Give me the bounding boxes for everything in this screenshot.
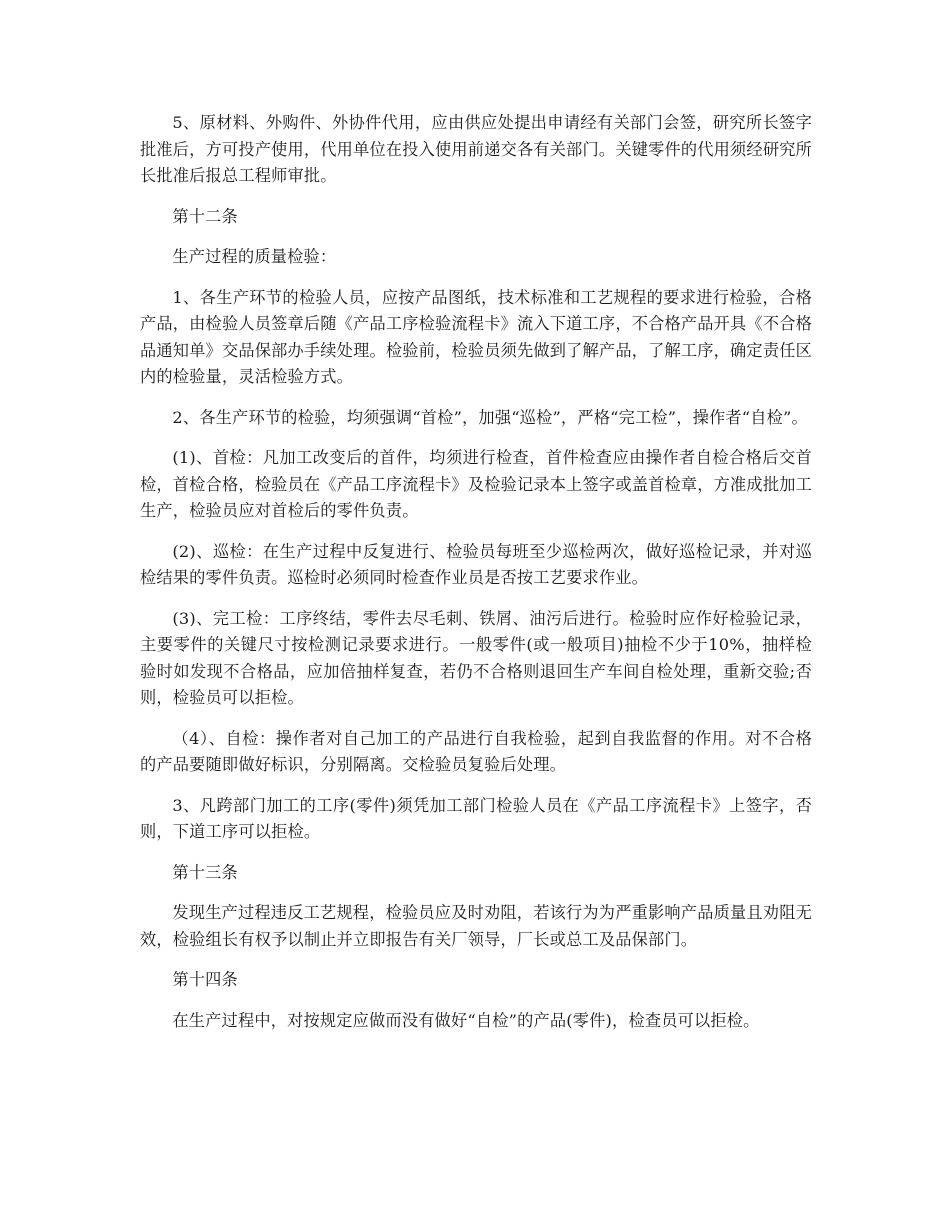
paragraph-inspection-personnel: 1、各生产环节的检验人员，应按产品图纸，技术标准和工艺规程的要求进行检验，合格产品，由检验人员签章后随《产品工序检验流程卡》流入下道工序，不合格产品开具《不合格品通知单》交品保部办手续处理。检验前，检验员须先做到了解产品，了解工序，确定责任区内的检验量，灵活检验方式。 <box>140 287 812 386</box>
document-body <box>140 110 812 1048</box>
article-heading-13: 第十三条 <box>172 862 238 882</box>
paragraph-inspection-types: 2、各生产环节的检验，均须强调“首检”，加强“巡检”，严格“完工检”，操作者“自检”。 <box>172 407 808 427</box>
article-heading-12: 第十二条 <box>172 206 238 226</box>
paragraph-reject-without-self-check: 在生产过程中，对按规定应做而没有做好“自检”的产品(零件)，检查员可以拒检。 <box>172 1010 760 1030</box>
section-heading-process-inspection: 生产过程的质量检验： <box>172 247 337 266</box>
paragraph-first-inspection: (1)、首检：凡加工改变后的首件，均须进行检查，首件检查应由操作者自检合格后交首检，首检合格，检验员在《产品工序流程卡》及检验记录本上签字或盖首检章，方准成批加工生产，检验员应对首检后的零件负责。 <box>140 448 812 520</box>
paragraph-patrol-inspection: (2)、巡检：在生产过程中反复进行、检验员每班至少巡检两次，做好巡检记录，并对巡检结果的零件负责。巡检时必须同时检查作业员是否按工艺要求作业。 <box>140 541 812 587</box>
paragraph-cross-department: 3、凡跨部门加工的工序(零件)须凭加工部门检验人员在《产品工序流程卡》上签字，否则，下道工序可以拒检。 <box>140 795 812 841</box>
paragraph-self-inspection: （4）、自检：操作者对自己加工的产品进行自我检验，起到自我监督的作用。对不合格的产品要随即做好标识，分别隔离。交检验员复验后处理。 <box>140 728 812 774</box>
paragraph-violation-handling: 发现生产过程违反工艺规程，检验员应及时劝阻，若该行为为严重影响产品质量且劝阻无效，检验组长有权予以制止并立即报告有关厂领导，厂长或总工及品保部门。 <box>140 903 812 949</box>
paragraph-substitution-approval: 5、原材料、外购件、外协件代用，应由供应处提出申请经有关部门会签，研究所长签字批准后，方可投产使用，代用单位在投入使用前递交各有关部门。关键零件的代用须经研究所长批准后报总工程师审批。 <box>140 113 812 185</box>
paragraph-completion-inspection: (3)、完工检：工序终结，零件去尽毛刺、铁屑、油污后进行。检验时应作好检验记录，主要零件的关键尺寸按检测记录要求进行。一般零件(或一般项目)抽检不少于10%，抽样检验时如发现不合格品，应加倍抽样复查，若仍不合格则退回生产车间自检处理，重新交验;否则，检验员可以拒检。 <box>140 608 812 707</box>
article-heading-14: 第十四条 <box>172 970 238 989</box>
